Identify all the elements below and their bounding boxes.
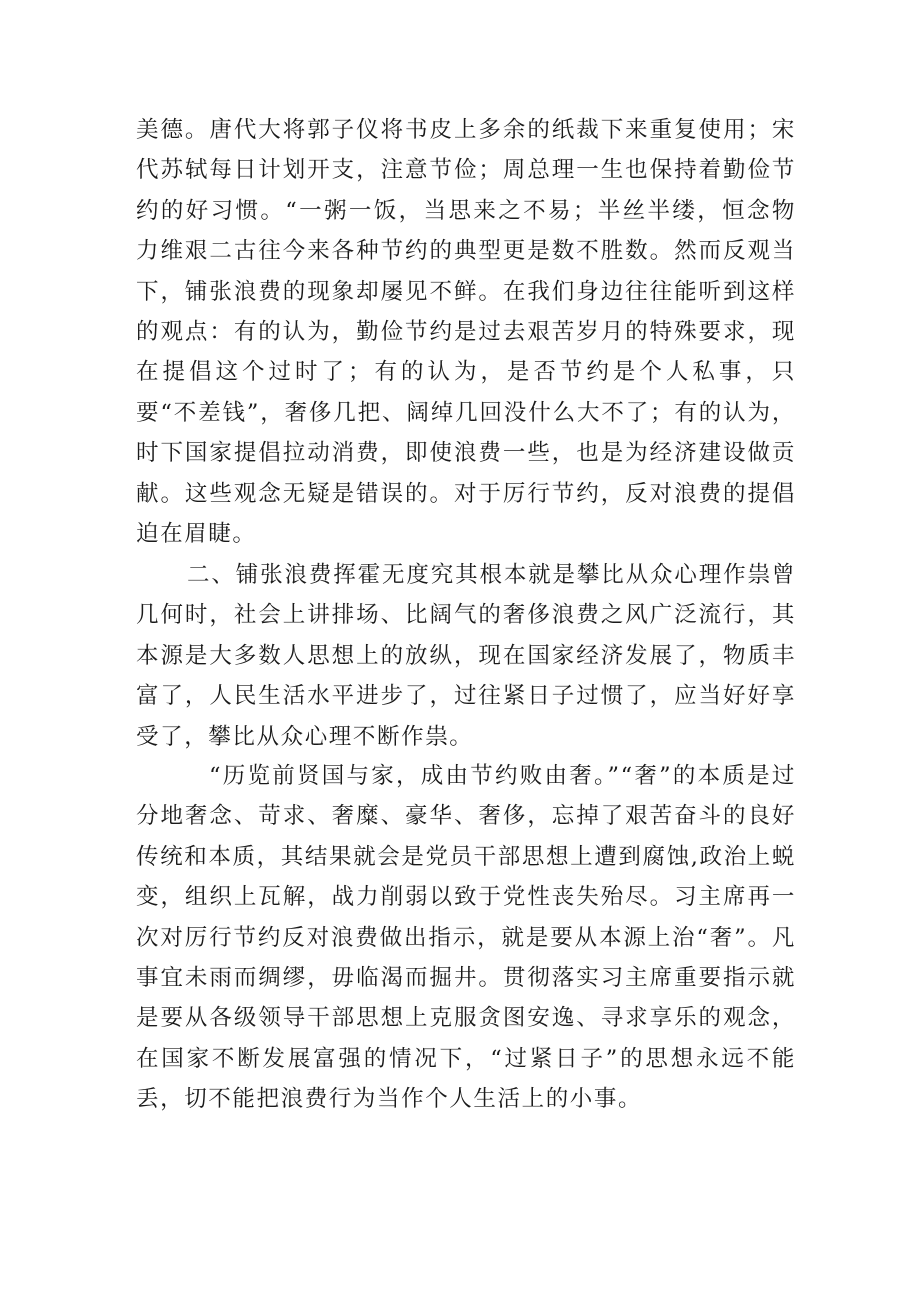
paragraph-section-two: 二、铺张浪费挥霍无度究其根本就是攀比从众心理作祟曾几何时，社会上讲排场、比阔气的奢侈浪费之风广泛流行，其本源是大多数人思想上的放纵，现在国家经济发展了，物质丰富了，人民生活水平进步了，过往紧日子过惯了，应当好好享受了，攀比从众心理不断作祟。	[136, 562, 796, 750]
paragraph-extravagance-essence: “历览前贤国与家，成由节约败由奢。”“奢”的本质是过分地奢念、苛求、奢糜、豪华、奢侈，忘掉了艰苦奋斗的良好传统和本质，其结果就会是党员干部思想上遭到腐蚀,政治上蜕变，组织上瓦解，战力削弱以致于党性丧失殆尽。习主席再一次对厉行节约反对浪费做出指示，就是要从本源上治“奢”。凡事宜未雨而绸缪，毋临渴而掘井。贯彻落实习主席重要指示就是要从各级领导干部思想上克服贪图安逸、寻求享乐的观念，在国家不断发展富强的情况下，“过紧日子”的思想永远不能丢，切不能把浪费行为当作个人生活上的小事。	[136, 763, 796, 1113]
paragraph-frugality-tradition: 美德。唐代大将郭子仪将书皮上多余的纸裁下来重复使用；宋代苏轼每日计划开支，注意节俭；周总理一生也保持着勤俭节约的好习惯。“一粥一饭，当思来之不易；半丝半缕，恒念物力维艰二古往今来各种节约的典型更是数不胜数。然而反观当下，铺张浪费的现象却屡见不鲜。在我们身边往往能听到这样的观点：有的认为，勤俭节约是过去艰苦岁月的特殊要求，现在提倡这个过时了；有的认为，是否节约是个人私事，只要“不差钱”，奢侈几把、阔绰几回没什么大不了；有的认为，时下国家提倡拉动消费，即使浪费一些，也是为经济建设做贡献。这些观念无疑是错误的。对于厉行节约，反对浪费的提倡迫在眉睫。	[136, 117, 796, 548]
